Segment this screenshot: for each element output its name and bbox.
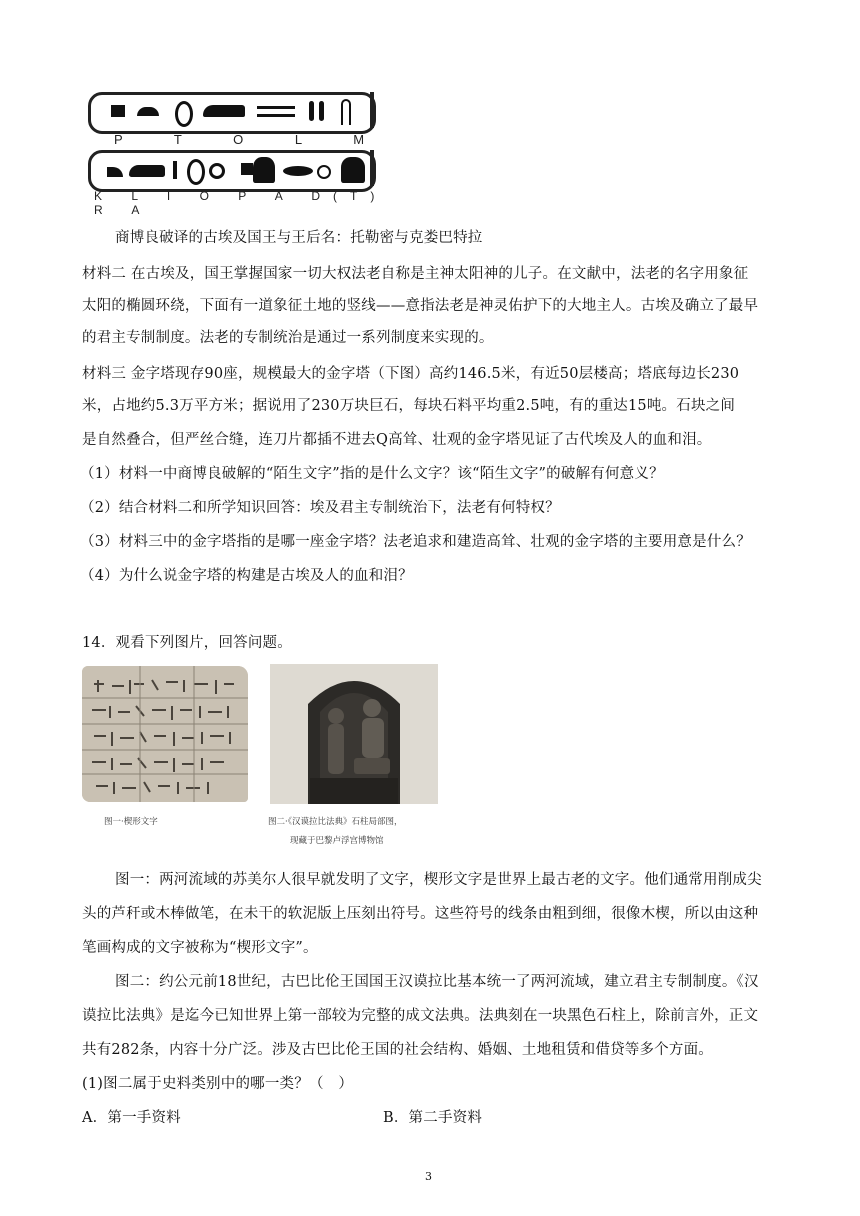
cuneiform-tablet-image [82, 666, 248, 802]
option-a[interactable]: A．第一手资料 [82, 1110, 181, 1126]
para1-line2: 头的芦秆或木棒做笔，在未干的软泥版上压刻出符号。这些符号的线条由粗到细，很像木楔，所以由这种 [82, 906, 759, 922]
page-number: 3 [425, 1170, 432, 1183]
question-1: （1）材料一中商博良破解的“陌生文字”指的是什么文字？该“陌生文字”的破解有何意义？ [80, 466, 664, 482]
question-3: （3）材料三中的金字塔指的是哪一座金字塔？法老追求和建造高耸、壮观的金字塔的主要用意是什么？ [80, 534, 751, 550]
sub-question: (1)图二属于史料类别中的哪一类？（ ） [82, 1076, 354, 1092]
stele-relief [270, 664, 438, 804]
caption-figure1: 图一·楔形文字 [104, 817, 158, 827]
caption-figure2-line1: 图二·《汉谟拉比法典》石柱局部图， [268, 817, 403, 827]
cartouche-rope-1 [370, 92, 386, 128]
cartouche-cleopatra [88, 150, 376, 192]
para1-line1: 图一：两河流域的苏美尔人很早就发明了文字，楔形文字是世界上最古老的文字。他们通常用削成尖 [115, 872, 762, 888]
para2-line1: 图二：约公元前18世纪，古巴比伦王国国王汉谟拉比基本统一了两河流域，建立君主专制制度。《汉 [115, 974, 759, 990]
q14-title: 14．观看下列图片，回答问题。 [82, 635, 292, 651]
material2-line2: 太阳的椭圆环绕，下面有一道象征土地的竖线——意指法老是神灵佑护下的大地主人。古埃及确立了最早 [82, 298, 759, 314]
cartouche-rope-2 [370, 150, 386, 186]
material3-line3: 是自然叠合，但严丝合缝，连刀片都插不进去Q高耸、壮观的金字塔见证了古代埃及人的血和泪。 [82, 432, 712, 448]
para2-line3: 共有282条，内容十分广泛。涉及古巴比伦王国的社会结构、婚姻、土地租赁和借贷等多个方面。 [82, 1042, 713, 1058]
caption-figure2-line2: 现藏于巴黎卢浮宫博物馆 [290, 836, 384, 846]
material2-line3: 的君主专制制度。法老的专制统治是通过一系列制度来实现的。 [82, 330, 494, 346]
question-2: （2）结合材料二和所学知识回答：埃及君主专制统治下，法老有何特权？ [80, 500, 560, 516]
cleopatra-letters: K L I O P A D(T) R A [94, 189, 388, 217]
hieroglyph-figure [88, 92, 398, 217]
figure-caption: 商博良破译的古埃及国王与王后名：托勒密与克娄巴特拉 [115, 230, 483, 246]
cartouche-ptolemy [88, 92, 376, 134]
option-b[interactable]: B．第二手资料 [383, 1110, 483, 1126]
para1-line3: 笔画构成的文字被称为“楔形文字”。 [82, 940, 318, 956]
question-4: （4）为什么说金字塔的构建是古埃及人的血和泪？ [80, 568, 413, 584]
material3-line2: 米，占地约5.3万平方米；据说用了230万块巨石，每块石料平均重2.5吨，有的重达15吨。石块之间 [82, 398, 736, 414]
hammurabi-stele-image [270, 664, 438, 804]
ptolemy-letters: P T O L M [114, 132, 389, 147]
cuneiform-marks [82, 666, 248, 802]
material2-line1: 材料二 在古埃及，国王掌握国家一切大权法老自称是主神太阳神的儿子。在文献中，法老的名字用象征 [82, 266, 749, 282]
material3-line1: 材料三 金字塔现存90座，规模最大的金字塔（下图）高约146.5米，有近50层楼高；塔底每边长230 [82, 366, 740, 382]
para2-line2: 谟拉比法典》是迄今已知世界上第一部较为完整的成文法典。法典刻在一块黑色石柱上，除前言外，正文 [82, 1008, 759, 1024]
